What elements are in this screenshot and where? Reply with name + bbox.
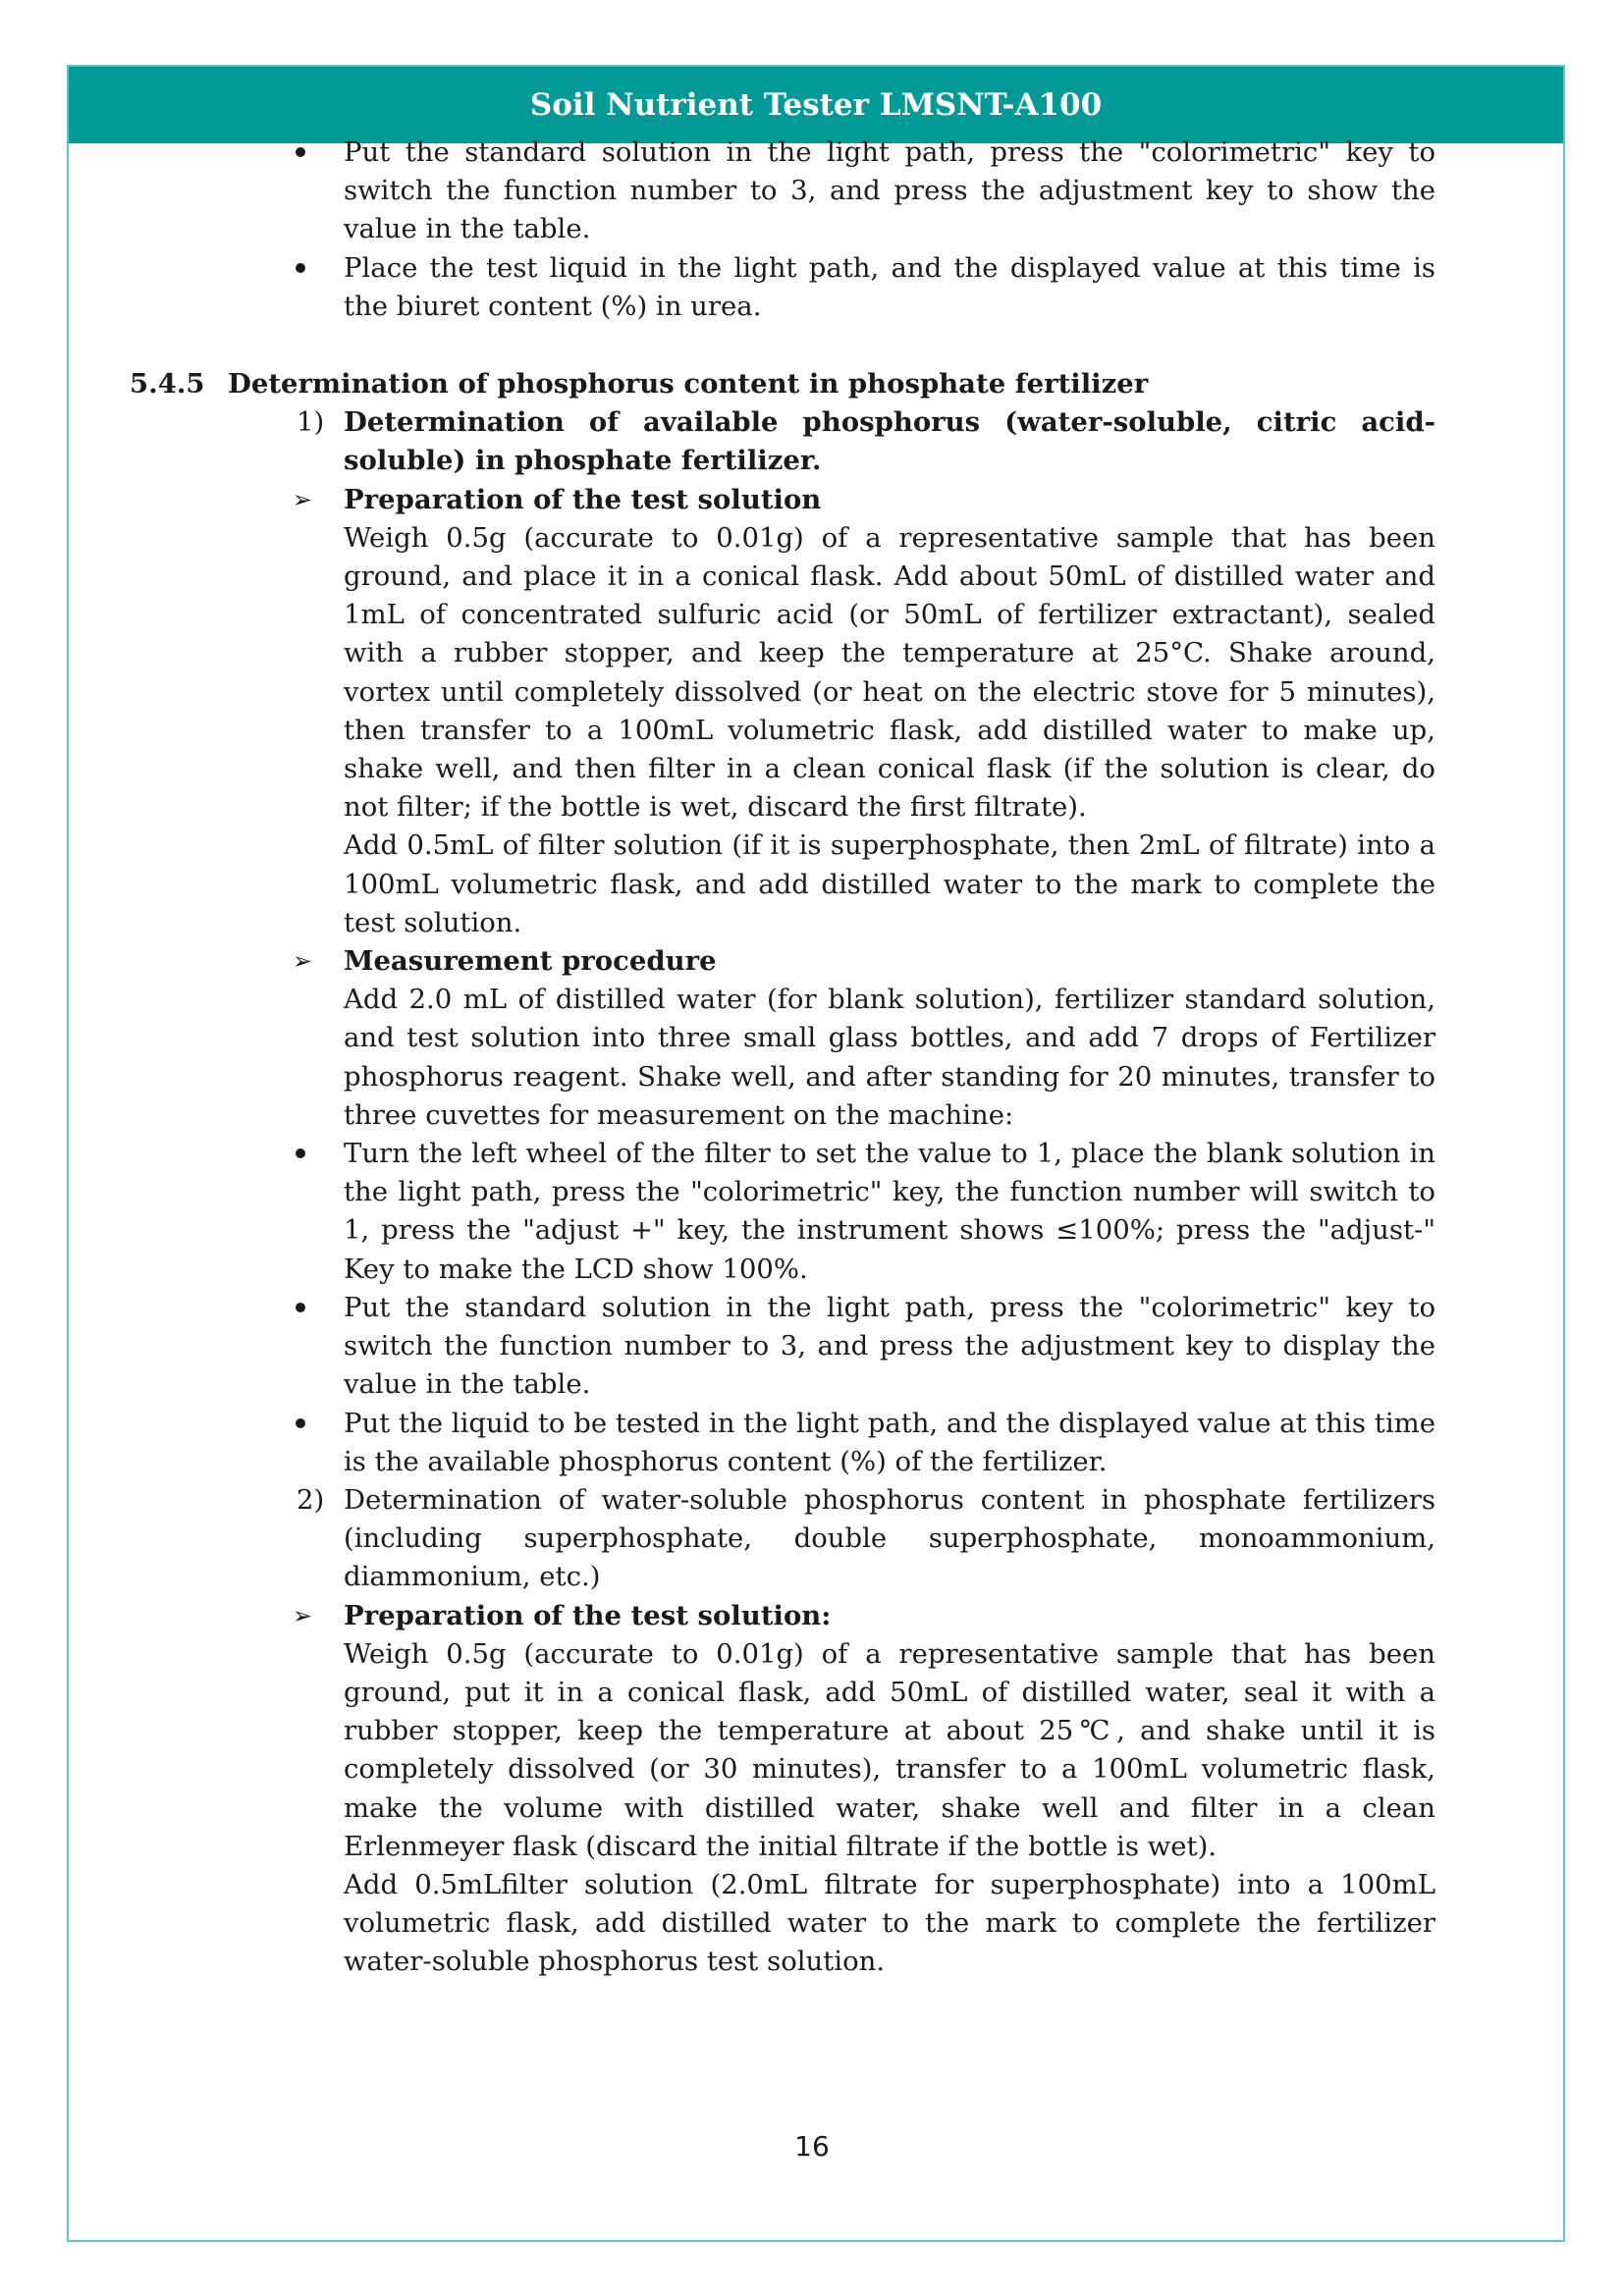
numbered-item (130, 1481, 1435, 1597)
bullet-item (130, 1289, 1435, 1405)
bullet-item (130, 133, 1435, 249)
header-title: Soil Nutrient Tester LMSNT-A100 (529, 87, 1103, 123)
section-number: 5.4.5 (130, 368, 205, 400)
bullet-text: Turn the left wheel of the filter to set the value to 1, place the blank solution in the light path, press the "colorimetric" key, the function number will switch to 1, press the "adjust +" key, the instrument shows ≤100%; press the "adjust-" Key to make the LCD show 100%. (344, 1138, 1435, 1285)
subheading-text: Preparation of the test solution: (344, 1599, 832, 1631)
arrow-icon: ➢ (293, 947, 313, 976)
bullet-icon (130, 249, 344, 326)
paragraph: Add 2.0 mL of distilled water (for blank solution), fertilizer standard solution, and test solution into three small glass bottles, and add 7 drops of Fertilizer phosphorus reagent. Shake well, and after standing for 20 minutes, transfer to three cuvettes for measurement on the machine: (344, 984, 1435, 1131)
item-text: Determination of available phosphorus (water-soluble, citric acid-soluble) in phosphate fertilizer. (344, 406, 1435, 477)
bullet-text: Put the standard solution in the light path, press the "colorimetric" key to switch the function number to 3, and press the adjustment key to show the value in the table. (344, 136, 1435, 245)
subheading (130, 481, 1435, 519)
paragraph: Weigh 0.5g (accurate to 0.01g) of a representative sample that has been ground, and place it in a conical flask. Add about 50mL of distilled water and 1mL of concentrated sulfuric acid (or 50mL of fertilizer extractant), sealed with a rubber stopper, and keep the temperature at 25°C. Shake around, vortex until completely dissolved (or heat on the electric stove for 5 minutes), then transfer to a 100mL volumetric flask, add distilled water to make up, shake well, and then filter in a clean conical flask (if the solution is clear, do not filter; if the bottle is wet, discard the first filtrate). (344, 521, 1435, 824)
subheading-text: Preparation of the test solution (344, 483, 822, 515)
arrow-icon: ➢ (293, 485, 313, 513)
bullet-icon (130, 1405, 344, 1481)
bullet-icon (130, 1135, 344, 1289)
bullet-text: Place the test liquid in the light path, and the displayed value at this time is the biuret content (%) in urea. (344, 251, 1435, 322)
section-title: Determination of phosphorus content in phosphate fertilizer (228, 368, 1149, 400)
bullet-icon (130, 133, 344, 249)
page-number: 16 (794, 2130, 830, 2163)
bullet-item (130, 249, 1435, 326)
subheading (130, 942, 1435, 981)
page-header (69, 67, 1563, 143)
item-number: 1) (297, 406, 325, 439)
section-heading (130, 365, 1435, 403)
bullet-item (130, 1135, 1435, 1289)
bullet-text: Put the standard solution in the light path, press the "colorimetric" key to switch the function number to 3, and press the adjustment key to display the value in the table. (344, 1291, 1435, 1401)
numbered-item (130, 403, 1435, 480)
bullet-text: Put the liquid to be tested in the light path, and the displayed value at this time is the available phosphorus content (%) of the fertilizer. (344, 1407, 1435, 1477)
arrow-icon: ➢ (293, 1601, 313, 1629)
item-text: Determination of water-soluble phosphorus content in phosphate fertilizers (including superphosphate, double superphosphate, monoammonium, diammonium, etc.) (344, 1483, 1435, 1593)
paragraph: Add 0.5mL of filter solution (if it is superphosphate, then 2mL of filtrate) into a 100mL volumetric flask, and add distilled water to the mark to complete the test solution. (344, 829, 1435, 938)
paragraph: Weigh 0.5g (accurate to 0.01g) of a representative sample that has been ground, put it in a conical flask, add 50mL of distilled water, seal it with a rubber stopper, keep the temperature at about 25℃, and shake until it is completely dissolved (or 30 minutes), transfer to a 100mL volumetric flask, make the volume with distilled water, shake well and filter in a clean Erlenmeyer flask (discard the initial filtrate if the bottle is wet). (344, 1637, 1435, 1862)
subheading-text: Measurement procedure (344, 945, 717, 978)
subheading (130, 1597, 1435, 1635)
item-number: 2) (297, 1483, 325, 1516)
bullet-icon (130, 1289, 344, 1405)
paragraph: Add 0.5mLfilter solution (2.0mL filtrate for superphosphate) into a 100mL volumetric flask, add distilled water to the mark to complete the fertilizer water-soluble phosphorus test solution. (344, 1868, 1435, 1978)
bullet-item (130, 1405, 1435, 1481)
page-content (130, 133, 1435, 1982)
